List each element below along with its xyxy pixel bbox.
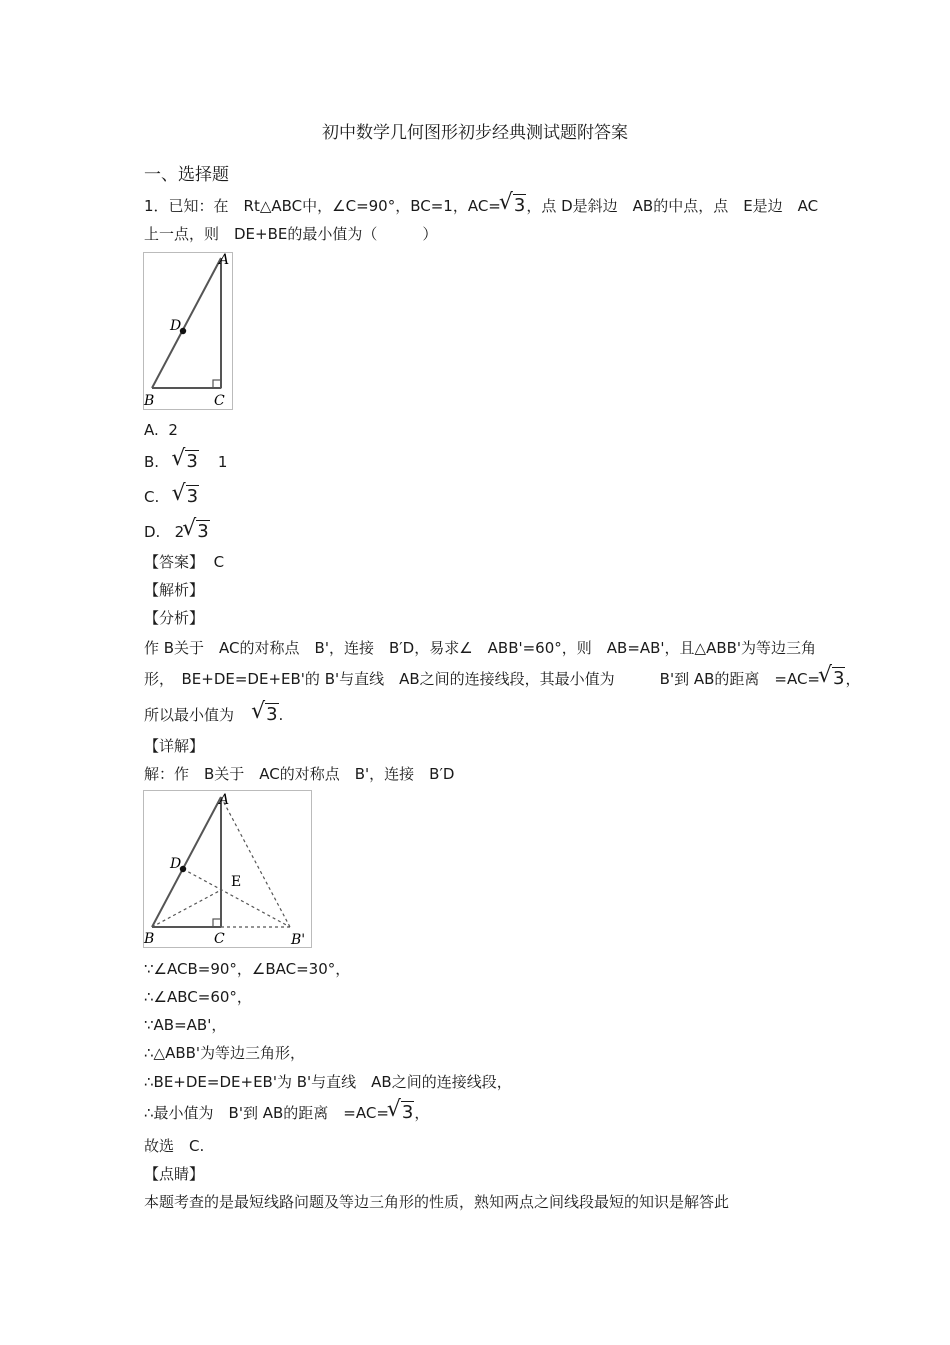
label-c: C xyxy=(214,393,225,409)
label-b: B xyxy=(144,931,155,947)
option-a xyxy=(144,419,178,441)
sqrt-radicand: 3 xyxy=(513,195,526,216)
detail-intro: 解：作 B关于 AC的对称点 B'，连接 B′D xyxy=(144,765,455,783)
option-b xyxy=(144,451,227,473)
dianjing-text: 本题考查的是最短线路问题及等边三角形的性质，熟知两点之间线段最短的知识是解答此 xyxy=(144,1193,730,1211)
fenxi-line-2-end: ， xyxy=(845,670,861,688)
detail-step-5: ∴BE+DE=DE+EB'为 B'与直线 AB之间的连接线段， xyxy=(144,1073,512,1091)
option-d-label: D. xyxy=(144,523,161,541)
question-line-1 xyxy=(144,195,818,217)
detail-step-6-end: ， xyxy=(414,1104,430,1122)
option-c-label: C. xyxy=(144,488,160,506)
fenxi-line-3 xyxy=(144,704,283,726)
label-e: E xyxy=(231,874,242,890)
segment-ab-prime xyxy=(221,797,290,927)
label-a: A xyxy=(219,792,230,808)
label-b-prime: B' xyxy=(291,932,306,948)
option-c xyxy=(144,486,199,508)
detail-step-2: ∴∠ABC=60°， xyxy=(144,988,252,1006)
sqrt-radicand: 3 xyxy=(186,451,198,472)
figure-triangle-2 xyxy=(143,790,315,954)
dianjing-tag: 【点睛】 xyxy=(144,1165,205,1183)
detail-step-4: ∴△ABB'为等边三角形， xyxy=(144,1044,306,1062)
fenxi-line-1: 作 B关于 AC的对称点 B'，连接 B′D，易求∠ ABB'=60°，则 AB=AB'，且△ABB'为等边三角 xyxy=(144,639,817,657)
fenxi-line-3-text: 所以最小值为 xyxy=(144,706,235,724)
detail-step-1: ∵∠ACB=90°，∠BAC=30°， xyxy=(144,960,351,978)
detail-step-3: ∵AB=AB'， xyxy=(144,1016,227,1034)
question-text-a: 1．已知：在 Rt△ABC中，∠C=90°，BC=1，AC= xyxy=(144,197,501,215)
sqrt-radicand: 3 xyxy=(266,704,278,725)
sqrt-symbol xyxy=(173,451,198,473)
analysis-tag: 【解析】 xyxy=(144,581,205,599)
answer-line xyxy=(144,551,224,573)
label-d: D xyxy=(170,856,182,872)
option-b-label: B. xyxy=(144,453,160,471)
label-d: D xyxy=(170,318,182,334)
option-d-coef: 2 xyxy=(174,523,185,541)
sqrt-radicand: 3 xyxy=(186,486,199,507)
answer-tag: 【答案】 xyxy=(144,553,205,571)
sqrt-radicand: 3 xyxy=(197,521,209,542)
answer-value: C xyxy=(213,553,225,571)
label-a: A xyxy=(219,252,230,268)
sqrt-symbol xyxy=(184,521,209,543)
right-angle-mark xyxy=(213,919,221,927)
detail-tag: 【详解】 xyxy=(144,737,205,755)
question-line-2: 上一点，则 DE+BE的最小值为（ ） xyxy=(144,225,438,243)
fenxi-line-3-end: . xyxy=(278,706,284,724)
label-c: C xyxy=(214,931,225,947)
fenxi-line-2-text: 形， BE+DE=DE+EB'的 B'与直线 AB之间的连接线段，其最小值为 B'到 AB的距离 =AC= xyxy=(144,670,820,688)
side-ab xyxy=(152,258,221,388)
sqrt-symbol xyxy=(389,1102,414,1124)
right-angle-mark xyxy=(213,380,221,388)
section-heading: 一、选择题 xyxy=(144,165,229,185)
figure-triangle-1 xyxy=(143,252,235,416)
option-d xyxy=(144,521,210,543)
detail-step-6-text: ∴最小值为 B'到 AB的距离 =AC= xyxy=(144,1104,389,1122)
option-a-value: 2 xyxy=(168,421,178,439)
option-b-suffix: 1 xyxy=(217,453,228,471)
sqrt-symbol xyxy=(253,704,278,726)
sqrt-symbol xyxy=(820,668,845,690)
detail-step-6 xyxy=(144,1102,429,1124)
label-b: B xyxy=(144,393,155,409)
fenxi-tag: 【分析】 xyxy=(144,609,205,627)
fenxi-line-2 xyxy=(144,668,860,690)
sqrt-radicand: 3 xyxy=(833,668,845,689)
sqrt-symbol xyxy=(501,195,526,217)
question-text-b: ，点 D是斜边 AB的中点，点 E是边 AC xyxy=(526,197,819,215)
sqrt-symbol xyxy=(174,486,199,508)
detail-step-7: 故选 C. xyxy=(144,1137,205,1155)
page-title: 初中数学几何图形初步经典测试题附答案 xyxy=(322,123,628,143)
side-ab xyxy=(152,797,221,927)
option-a-label: A. xyxy=(144,421,159,439)
sqrt-radicand: 3 xyxy=(401,1102,414,1123)
